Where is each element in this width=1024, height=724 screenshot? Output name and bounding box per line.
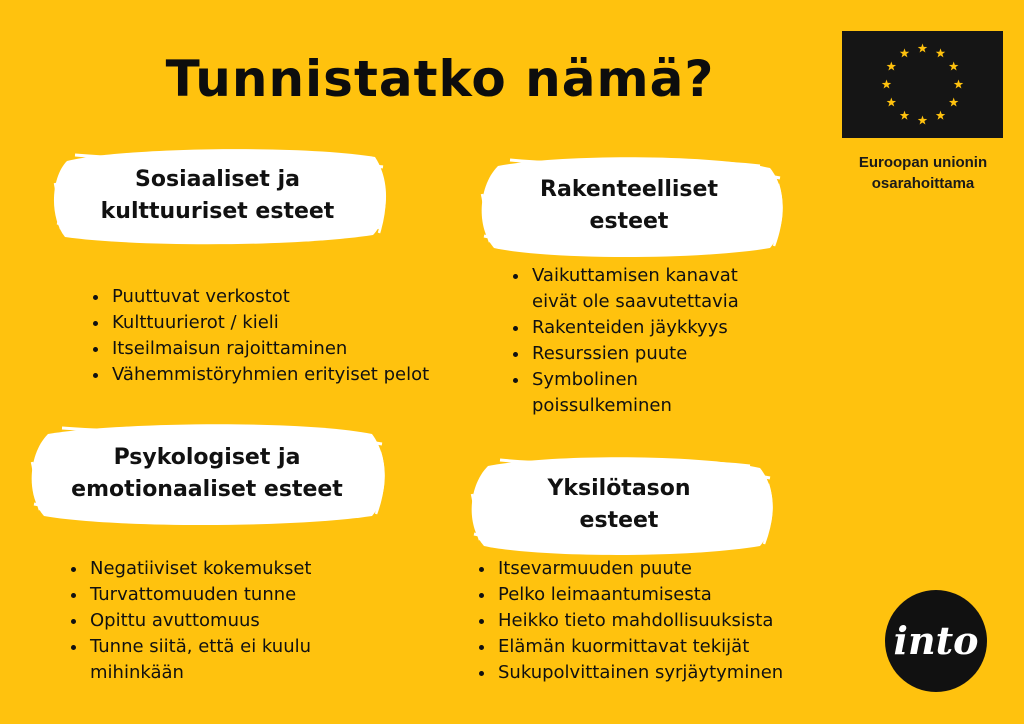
section-heading-line: Psykologiset ja xyxy=(113,445,301,470)
section-heading-line: kulttuuriset esteet xyxy=(100,198,335,224)
section-heading-line: Yksilötason xyxy=(547,476,691,501)
section-heading-line: esteet xyxy=(579,508,659,533)
section-heading-line: Sosiaaliset ja xyxy=(135,166,300,192)
list-item: • Itseilmaisun rajoittaminen xyxy=(110,336,429,362)
section-heading-line: Rakenteelliset xyxy=(540,177,718,202)
list-item: • Itsevarmuuden puute xyxy=(496,556,783,582)
page-title: Tunnistatko nämä? xyxy=(165,50,715,108)
list-item: • Puuttuvat verkostot xyxy=(110,284,429,310)
list-item: • Resurssien puute xyxy=(530,341,739,367)
eu-star-icon xyxy=(900,111,910,120)
section-list-structural xyxy=(508,263,739,419)
list-item: mihinkään xyxy=(90,662,184,683)
eu-star-icon xyxy=(882,80,892,89)
eu-flag-icon xyxy=(842,31,1003,138)
list-item: • Opittu avuttomuus xyxy=(88,608,311,634)
list-item: • Heikko tieto mahdollisuuksista xyxy=(496,608,783,634)
section-heading-structural xyxy=(470,150,788,262)
list-item: • Elämän kuormittavat tekijät xyxy=(496,634,783,660)
eu-stars xyxy=(842,31,1003,138)
list-item: • Symbolinen xyxy=(530,367,739,393)
eu-star-icon xyxy=(887,98,897,107)
eu-star-icon xyxy=(887,62,897,71)
eu-caption-line-2: osarahoittama xyxy=(871,175,975,192)
eu-star-icon xyxy=(954,80,964,89)
list-item: • Turvattomuuden tunne xyxy=(88,582,311,608)
list-item: • Kulttuurierot / kieli xyxy=(110,310,429,336)
list-item: • Vaikuttamisen kanavat xyxy=(530,263,739,289)
logo-text: into xyxy=(893,618,979,663)
section-heading-individual xyxy=(460,450,778,560)
list-item: eivät ole saavutettavia xyxy=(532,291,739,312)
list-item: • Negatiiviset kokemukset xyxy=(88,556,311,582)
eu-star-icon xyxy=(936,48,946,57)
list-item: • Pelko leimaantumisesta xyxy=(496,582,783,608)
list-item: • Vähemmistöryhmien erityiset pelot xyxy=(110,362,429,388)
section-list-individual xyxy=(474,556,783,686)
eu-star-icon xyxy=(936,111,946,120)
eu-star-icon xyxy=(918,44,928,53)
section-heading-psychological xyxy=(22,418,392,530)
list-item: poissulkeminen xyxy=(532,395,672,416)
eu-star-icon xyxy=(949,98,959,107)
eu-star-icon xyxy=(900,48,910,57)
list-item: • Sukupolvittainen syrjäytyminen xyxy=(496,660,783,686)
eu-star-icon xyxy=(918,116,928,125)
section-list-social xyxy=(88,284,429,388)
list-item: • Rakenteiden jäykkyys xyxy=(530,315,739,341)
list-item: • Tunne siitä, että ei kuulu xyxy=(88,634,311,660)
section-heading-line: emotionaaliset esteet xyxy=(71,477,343,502)
eu-caption-line-1: Euroopan unionin xyxy=(858,154,988,171)
section-list-psychological xyxy=(66,556,311,686)
eu-funding-caption xyxy=(828,152,1018,194)
eu-star-icon xyxy=(949,62,959,71)
into-logo-icon xyxy=(885,590,987,692)
section-heading-social xyxy=(45,143,390,248)
section-heading-line: esteet xyxy=(589,209,669,234)
